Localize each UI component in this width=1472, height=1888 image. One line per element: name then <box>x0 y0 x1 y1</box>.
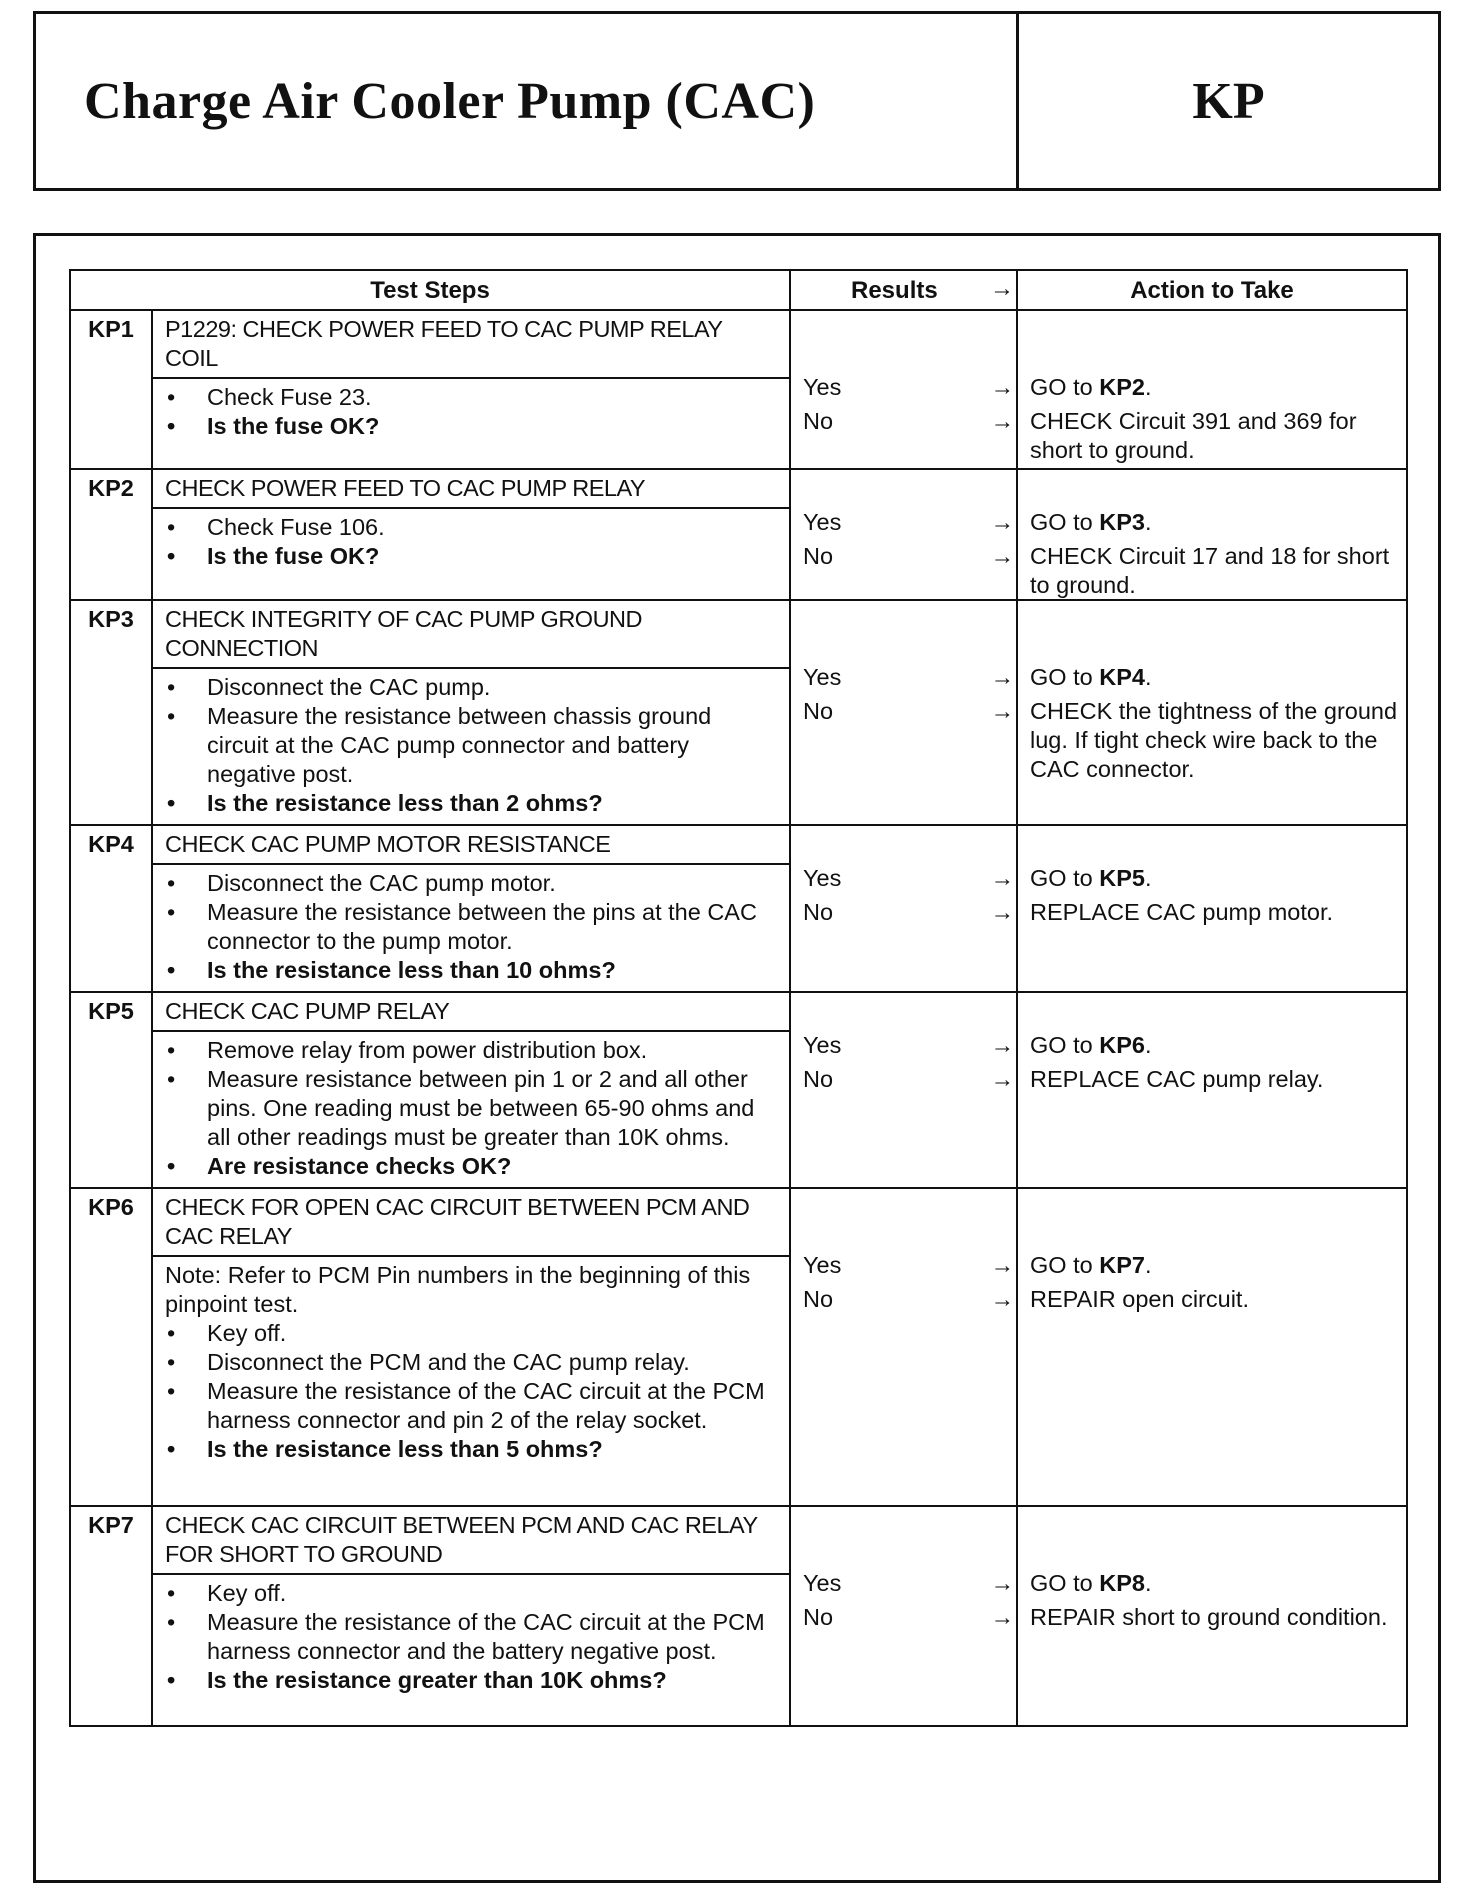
action-yes-suffix: . <box>1144 1032 1152 1058</box>
result-no-label: No <box>803 899 834 925</box>
step-items <box>165 673 779 818</box>
result-no <box>803 407 1014 436</box>
results-cell <box>790 992 1017 1188</box>
action-cell <box>1017 1506 1407 1726</box>
step-instruction: • Measure resistance between pin 1 or 2 and all other pins. One reading must be between 65-90 ohms and all other readings must be greater than 10K ohms. <box>165 1065 779 1152</box>
step-instruction: • Disconnect the CAC pump motor. <box>165 869 779 898</box>
step-body <box>152 1574 790 1726</box>
action-yes-prefix: GO to <box>1030 1252 1100 1278</box>
results-cell <box>790 469 1017 600</box>
step-title-row <box>70 600 1407 668</box>
result-yes <box>803 864 1014 893</box>
results-cell <box>790 1188 1017 1506</box>
step-question: • Is the fuse OK? <box>165 412 779 441</box>
result-yes-label: Yes <box>803 1032 842 1058</box>
step-question: • Is the resistance greater than 10K ohms? <box>165 1666 779 1695</box>
arrow-icon: → <box>990 664 1014 690</box>
step-question: • Is the resistance less than 5 ohms? <box>165 1435 779 1464</box>
result-no <box>803 542 1014 571</box>
pinpoint-test-table <box>69 269 1408 1727</box>
arrow-icon: → <box>990 1252 1014 1278</box>
step-code: KP6 <box>70 1188 152 1506</box>
result-yes-label: Yes <box>803 664 842 690</box>
action-no: CHECK Circuit 17 and 18 for short to ground. <box>1030 543 1390 598</box>
test-frame <box>33 233 1441 1883</box>
action-yes-prefix: GO to <box>1030 1032 1100 1058</box>
header-test-steps: Test Steps <box>70 270 790 310</box>
step-body <box>152 508 790 600</box>
action-yes <box>1030 864 1398 893</box>
arrow-icon: → <box>990 1066 1014 1092</box>
action-yes <box>1030 508 1398 537</box>
header-results <box>790 270 1017 310</box>
header-results-label: Results <box>851 276 938 304</box>
step-title-row <box>70 310 1407 378</box>
page-header <box>33 11 1441 191</box>
step-title: CHECK FOR OPEN CAC CIRCUIT BETWEEN PCM AND CAC RELAY <box>152 1188 790 1256</box>
action-yes-target: KP7 <box>1099 1252 1145 1278</box>
arrow-icon: → <box>990 1286 1014 1312</box>
arrow-icon: → <box>990 275 1014 302</box>
step-body <box>152 668 790 825</box>
result-no-label: No <box>803 1604 834 1630</box>
action-yes <box>1030 373 1398 402</box>
result-no-label: No <box>803 698 834 724</box>
step-body <box>152 378 790 469</box>
step-items <box>165 1579 779 1695</box>
action-yes-suffix: . <box>1144 509 1152 535</box>
action-cell <box>1017 600 1407 825</box>
step-instruction: • Key off. <box>165 1319 779 1348</box>
action-yes-prefix: GO to <box>1030 1570 1100 1596</box>
step-question: • Are resistance checks OK? <box>165 1152 779 1181</box>
step-title: CHECK CAC CIRCUIT BETWEEN PCM AND CAC RELAY FOR SHORT TO GROUND <box>152 1506 790 1574</box>
step-instruction: • Measure the resistance between chassis ground circuit at the CAC pump connector and battery negative post. <box>165 702 779 789</box>
arrow-icon: → <box>990 865 1014 891</box>
step-code: KP2 <box>70 469 152 600</box>
step-note: Note: Refer to PCM Pin numbers in the beginning of this pinpoint test. <box>165 1262 751 1317</box>
action-cell <box>1017 992 1407 1188</box>
result-no <box>803 1603 1014 1632</box>
action-yes <box>1030 1031 1398 1060</box>
action-yes <box>1030 663 1398 692</box>
result-yes <box>803 508 1014 537</box>
action-yes-suffix: . <box>1144 374 1152 400</box>
step-title-row <box>70 1506 1407 1574</box>
result-yes-label: Yes <box>803 374 842 400</box>
step-title-row <box>70 992 1407 1031</box>
results-cell <box>790 600 1017 825</box>
step-instruction: • Disconnect the CAC pump. <box>165 673 779 702</box>
result-no-label: No <box>803 408 834 434</box>
arrow-icon: → <box>990 1604 1014 1630</box>
action-no: REPAIR short to ground condition. <box>1030 1604 1388 1630</box>
result-yes <box>803 1251 1014 1280</box>
header-action: Action to Take <box>1017 270 1407 310</box>
action-no: CHECK the tightness of the ground lug. If tight check wire back to the CAC connector. <box>1030 698 1398 782</box>
step-instruction: • Key off. <box>165 1579 779 1608</box>
arrow-icon: → <box>990 1032 1014 1058</box>
result-yes-label: Yes <box>803 1252 842 1278</box>
step-title-row <box>70 825 1407 864</box>
arrow-icon: → <box>990 408 1014 434</box>
action-cell <box>1017 469 1407 600</box>
step-question: • Is the resistance less than 2 ohms? <box>165 789 779 818</box>
step-items <box>165 1036 779 1181</box>
step-items <box>165 869 779 985</box>
action-yes-prefix: GO to <box>1030 374 1100 400</box>
step-body <box>152 864 790 992</box>
action-yes-target: KP3 <box>1099 509 1145 535</box>
action-yes-target: KP8 <box>1099 1570 1145 1596</box>
result-no <box>803 1065 1014 1094</box>
action-cell <box>1017 310 1407 469</box>
result-no <box>803 1285 1014 1314</box>
action-yes-prefix: GO to <box>1030 664 1100 690</box>
results-cell <box>790 310 1017 469</box>
page-title: Charge Air Cooler Pump (CAC) <box>36 14 1019 188</box>
arrow-icon: → <box>990 509 1014 535</box>
arrow-icon: → <box>990 543 1014 569</box>
step-title-row <box>70 1188 1407 1256</box>
action-yes-prefix: GO to <box>1030 509 1100 535</box>
action-yes-target: KP2 <box>1099 374 1145 400</box>
action-yes-suffix: . <box>1144 664 1152 690</box>
action-yes-target: KP4 <box>1099 664 1145 690</box>
step-instruction: • Disconnect the PCM and the CAC pump relay. <box>165 1348 779 1377</box>
results-cell <box>790 1506 1017 1726</box>
result-yes <box>803 663 1014 692</box>
step-items <box>165 383 779 441</box>
arrow-icon: → <box>990 899 1014 925</box>
step-code: KP1 <box>70 310 152 469</box>
table-header-row <box>70 270 1407 310</box>
action-no: REPLACE CAC pump relay. <box>1030 1066 1324 1092</box>
step-question: • Is the fuse OK? <box>165 542 779 571</box>
step-items <box>165 513 779 571</box>
step-items <box>165 1319 779 1464</box>
result-no-label: No <box>803 543 834 569</box>
step-code: KP7 <box>70 1506 152 1726</box>
step-title: CHECK CAC PUMP RELAY <box>152 992 790 1031</box>
step-code: KP4 <box>70 825 152 992</box>
action-yes-suffix: . <box>1144 1252 1152 1278</box>
arrow-icon: → <box>990 1570 1014 1596</box>
step-code: KP3 <box>70 600 152 825</box>
step-title-row <box>70 469 1407 508</box>
action-yes-target: KP6 <box>1099 1032 1145 1058</box>
step-body <box>152 1256 790 1506</box>
step-instruction: • Check Fuse 106. <box>165 513 779 542</box>
step-instruction: • Remove relay from power distribution box. <box>165 1036 779 1065</box>
result-yes-label: Yes <box>803 1570 842 1596</box>
action-cell <box>1017 1188 1407 1506</box>
result-no-label: No <box>803 1286 834 1312</box>
step-question: • Is the resistance less than 10 ohms? <box>165 956 779 985</box>
action-no: CHECK Circuit 391 and 369 for short to ground. <box>1030 408 1357 463</box>
result-yes <box>803 1569 1014 1598</box>
result-no-label: No <box>803 1066 834 1092</box>
step-title: CHECK POWER FEED TO CAC PUMP RELAY <box>152 469 790 508</box>
action-no: REPLACE CAC pump motor. <box>1030 899 1333 925</box>
action-no: REPAIR open circuit. <box>1030 1286 1249 1312</box>
action-yes <box>1030 1569 1398 1598</box>
step-title: CHECK CAC PUMP MOTOR RESISTANCE <box>152 825 790 864</box>
section-code: KP <box>1192 72 1265 130</box>
step-title: P1229: CHECK POWER FEED TO CAC PUMP RELAY COIL <box>152 310 790 378</box>
result-no <box>803 898 1014 927</box>
result-yes <box>803 373 1014 402</box>
step-code: KP5 <box>70 992 152 1188</box>
arrow-icon: → <box>990 698 1014 724</box>
step-title: CHECK INTEGRITY OF CAC PUMP GROUND CONNECTION <box>152 600 790 668</box>
action-yes <box>1030 1251 1398 1280</box>
action-yes-target: KP5 <box>1099 865 1145 891</box>
action-yes-suffix: . <box>1144 865 1152 891</box>
step-instruction: • Measure the resistance between the pins at the CAC connector to the pump motor. <box>165 898 779 956</box>
step-instruction: • Measure the resistance of the CAC circuit at the PCM harness connector and the battery negative post. <box>165 1608 779 1666</box>
step-body <box>152 1031 790 1188</box>
action-yes-suffix: . <box>1144 1570 1152 1596</box>
step-instruction: • Measure the resistance of the CAC circuit at the PCM harness connector and pin 2 of the relay socket. <box>165 1377 779 1435</box>
results-cell <box>790 825 1017 992</box>
result-yes-label: Yes <box>803 865 842 891</box>
action-cell <box>1017 825 1407 992</box>
step-instruction: • Check Fuse 23. <box>165 383 779 412</box>
arrow-icon: → <box>990 374 1014 400</box>
action-yes-prefix: GO to <box>1030 865 1100 891</box>
result-yes <box>803 1031 1014 1060</box>
result-no <box>803 697 1014 726</box>
result-yes-label: Yes <box>803 509 842 535</box>
